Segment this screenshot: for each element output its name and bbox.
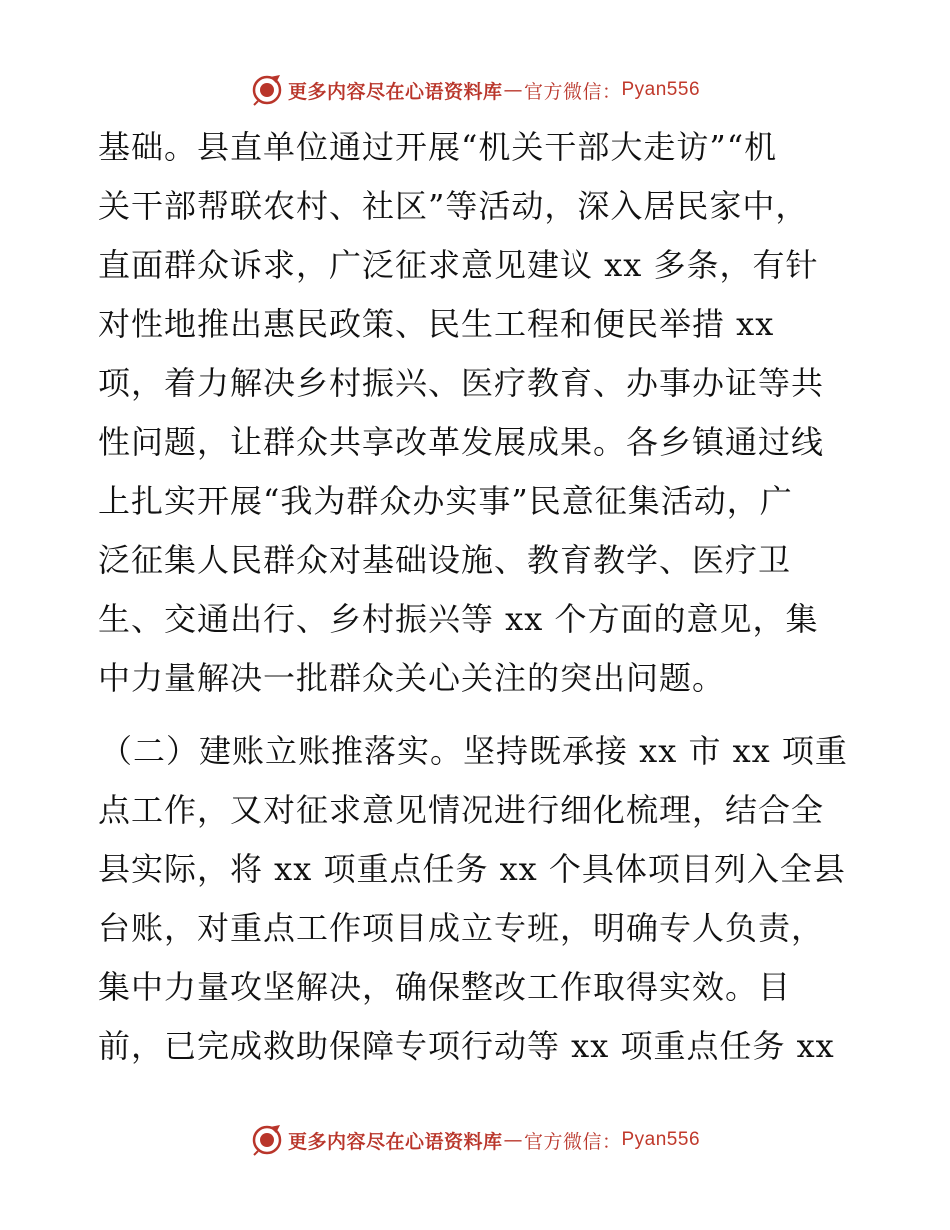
quill-pen-icon xyxy=(250,73,284,107)
text-line: 生、交通出行、乡村振兴等 xx 个方面的意见，集 xyxy=(98,600,819,638)
text-line: 性问题，让群众共享改革发展成果。各乡镇通过线 xyxy=(98,423,825,461)
paragraph-spacer xyxy=(98,708,858,722)
section-heading-line: （二）建账立账推落实。坚持既承接 xx 市 xx 项重 xyxy=(100,732,848,770)
watermark-brand-text: 更多内容尽在心语资料库 xyxy=(287,80,503,103)
watermark-brand-text: 更多内容尽在心语资料库 xyxy=(287,1130,503,1153)
paragraph-2 xyxy=(98,722,858,1076)
text-line: 上扎实开展“我为群众办实事”民意征集活动，广 xyxy=(98,482,793,520)
watermark-contact-label: 官方微信： xyxy=(523,80,622,103)
document-body xyxy=(98,118,858,1076)
text-line: 关干部帮联农村、社区”等活动，深入居民家中， xyxy=(98,187,809,225)
text-line: 项，着力解决乡村振兴、医疗教育、办事办证等共 xyxy=(98,364,825,402)
text-line: 集中力量攻坚解决，确保整改工作取得实效。目 xyxy=(98,968,792,1006)
text-line: 直面群众诉求，广泛征求意见建议 xx 多条，有针 xyxy=(98,246,819,284)
text-line: 点工作，又对征求意见情况进行细化梳理，结合全 xyxy=(98,791,825,829)
footer-watermark xyxy=(0,1120,950,1160)
text-line: 对性地推出惠民政策、民生工程和便民举措 xx xyxy=(98,305,775,343)
text-line: 中力量解决一批群众关心关注的突出问题。 xyxy=(98,659,726,697)
text-line: 县实际，将 xx 项重点任务 xx 个具体项目列入全县 xyxy=(98,850,846,888)
text-line: 泛征集人民群众对基础设施、教育教学、医疗卫 xyxy=(98,541,792,579)
text-line: 前，已完成救助保障专项行动等 xx 项重点任务 xx xyxy=(98,1027,835,1065)
text-line: 基础。县直单位通过开展“机关干部大走访”“机 xyxy=(98,128,778,166)
watermark-contact-label: 官方微信： xyxy=(523,1130,622,1153)
watermark-contact-id: Pyan556 xyxy=(621,1129,701,1150)
paragraph-1 xyxy=(98,118,858,708)
header-watermark xyxy=(0,70,950,110)
watermark-dash: — xyxy=(503,79,523,101)
watermark-dash: — xyxy=(503,1129,523,1151)
watermark-contact-id: Pyan556 xyxy=(621,79,701,100)
quill-pen-icon xyxy=(250,1123,284,1157)
text-line: 台账，对重点工作项目成立专班，明确专人负责， xyxy=(98,909,825,947)
